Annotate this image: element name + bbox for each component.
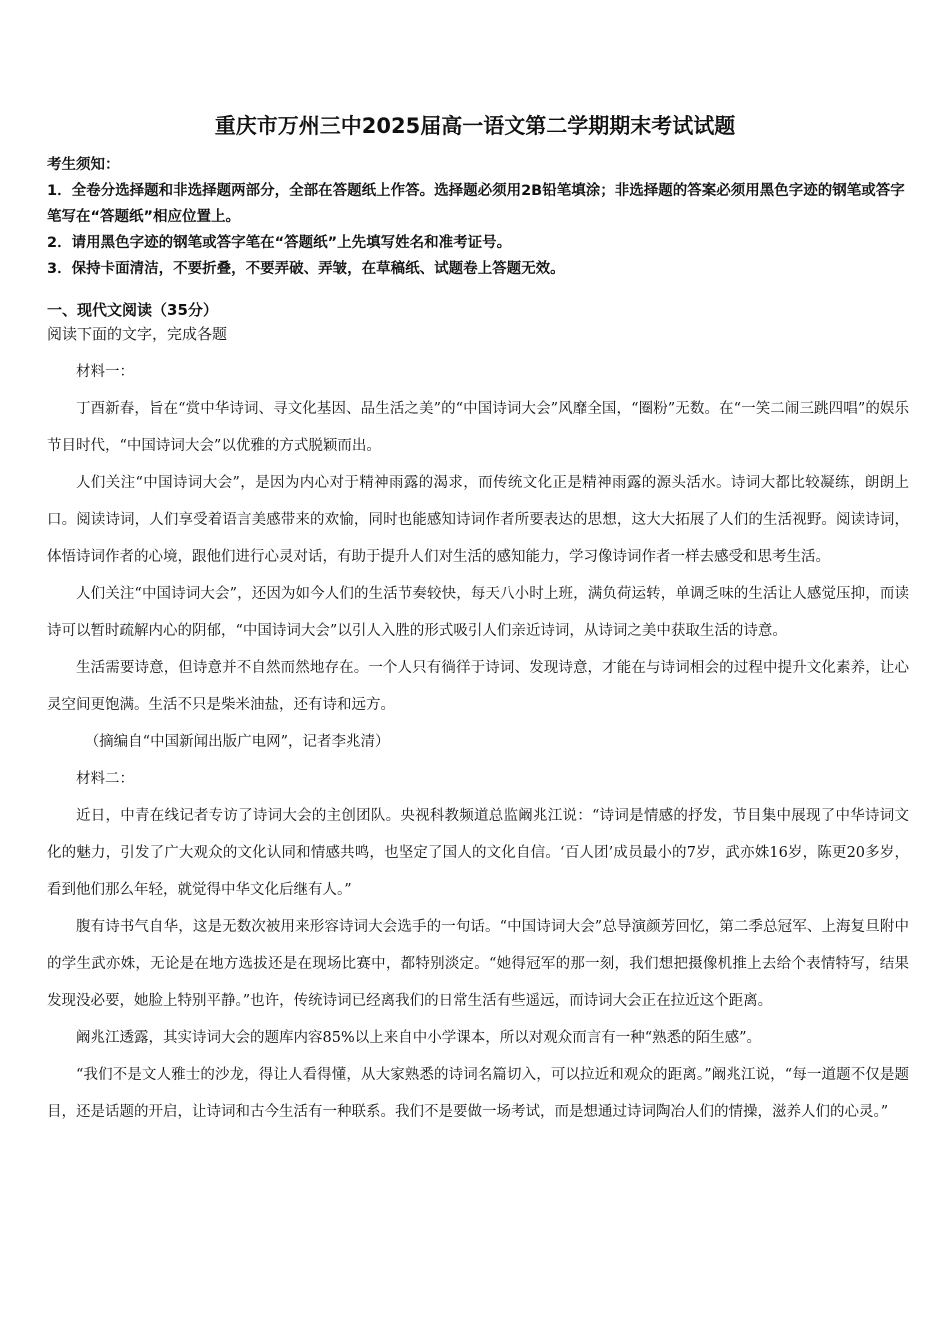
- notice-heading: 考生须知：: [47, 157, 120, 173]
- material-label: 材料一：: [76, 364, 134, 380]
- paragraph: 生活需要诗意，但诗意并不自然而然地存在。一个人只有徜徉于诗词、发现诗意，才能在与诗词相会的过程中提升文化素养，让心灵空间更饱满。生活不只是柴米油盐，还有诗和远方。: [47, 660, 909, 713]
- notice-item: 2．请用黑色字迹的钢笔或答字笔在“答题纸”上先填写姓名和准考证号。: [47, 235, 512, 251]
- paragraph: 人们关注“中国诗词大会”，是因为内心对于精神雨露的渴求，而传统文化正是精神雨露的源头活水。诗词大都比较凝练，朗朗上口。阅读诗词，人们享受着语言美感带来的欢愉，同时也能感知诗词作者所要表达的思想，这大大拓展了人们的生活视野。阅读诗词，体悟诗词作者的心境，跟他们进行心灵对话，有助于提升人们对生活的感知能力，学习像诗词作者一样去感受和思考生活。: [47, 475, 909, 565]
- notice-item: 3．保持卡面清洁，不要折叠，不要弄破、弄皱，在草稿纸、试题卷上答题无效。: [47, 261, 565, 277]
- notice-item: 1．全卷分选择题和非选择题两部分，全部在答题纸上作答。选择题必须用2B铅笔填涂；非选择题的答案必须用黑色字迹的钢笔或答字笔写在“答题纸”相应位置上。: [47, 183, 905, 225]
- paragraph: 人们关注“中国诗词大会”，还因为如今人们的生活节奏较快，每天八小时上班，满负荷运转，单调乏味的生活让人感觉压抑，而读诗可以暂时疏解内心的阴郁，“中国诗词大会”以引人入胜的形式吸引人们亲近诗词，从诗词之美中获取生活的诗意。: [47, 586, 909, 639]
- paragraph: 阚兆江透露，其实诗词大会的题库内容85%以上来自中小学课本，所以对观众而言有一种“熟悉的陌生感”。: [76, 1030, 762, 1046]
- paragraph: “我们不是文人雅士的沙龙，得让人看得懂，从大家熟悉的诗词名篇切入，可以拉近和观众的距离。”阚兆江说，“每一道题不仅是题目，还是话题的开启，让诗词和古今生活有一种联系。我们不是要做一场考试，而是想通过诗词陶冶人们的情操，滋养人们的心灵。”: [47, 1067, 909, 1120]
- paragraph: 腹有诗书气自华，这是无数次被用来形容诗词大会选手的一句话。“中国诗词大会”总导演颜芳回忆，第二季总冠军、上海复旦附中的学生武亦姝，无论是在地方选拔还是在现场比赛中，都特别淡定。“她得冠军的那一刻，我们想把摄像机推上去给个表情特写，结果发现没必要，她脸上特别平静。”也许，传统诗词已经离我们的日常生活有些遥远，而诗词大会正在拉近这个距离。: [47, 919, 909, 1009]
- paragraph: 近日，中青在线记者专访了诗词大会的主创团队。央视科教频道总监阚兆江说：“诗词是情感的抒发，节目集中展现了中华诗词文化的魅力，引发了广大观众的文化认同和情感共鸣，也坚定了国人的文化自信。‘百人团’成员最小的7岁，武亦姝16岁，陈更20多岁，看到他们那么年轻，就觉得中华文化后继有人。”: [47, 808, 909, 898]
- section-heading: 一、现代文阅读（35分）: [47, 301, 218, 319]
- page-title: 重庆市万州三中2025届高一语文第二学期期末考试试题: [214, 114, 736, 138]
- reading-passage: [47, 354, 909, 1131]
- section-instruction: 阅读下面的文字，完成各题: [47, 325, 228, 343]
- section-header: [47, 298, 909, 346]
- candidate-notice: [47, 152, 909, 282]
- material-label: 材料二：: [76, 771, 134, 787]
- source-citation: （摘编自“中国新闻出版广电网”，记者李兆清）: [84, 734, 390, 750]
- paragraph: 丁酉新春，旨在“赏中华诗词、寻文化基因、品生活之美”的“中国诗词大会”风靡全国，“圈粉”无数。在“一笑二闹三跳四唱”的娱乐节目时代，“中国诗词大会”以优雅的方式脱颖而出。: [47, 401, 909, 454]
